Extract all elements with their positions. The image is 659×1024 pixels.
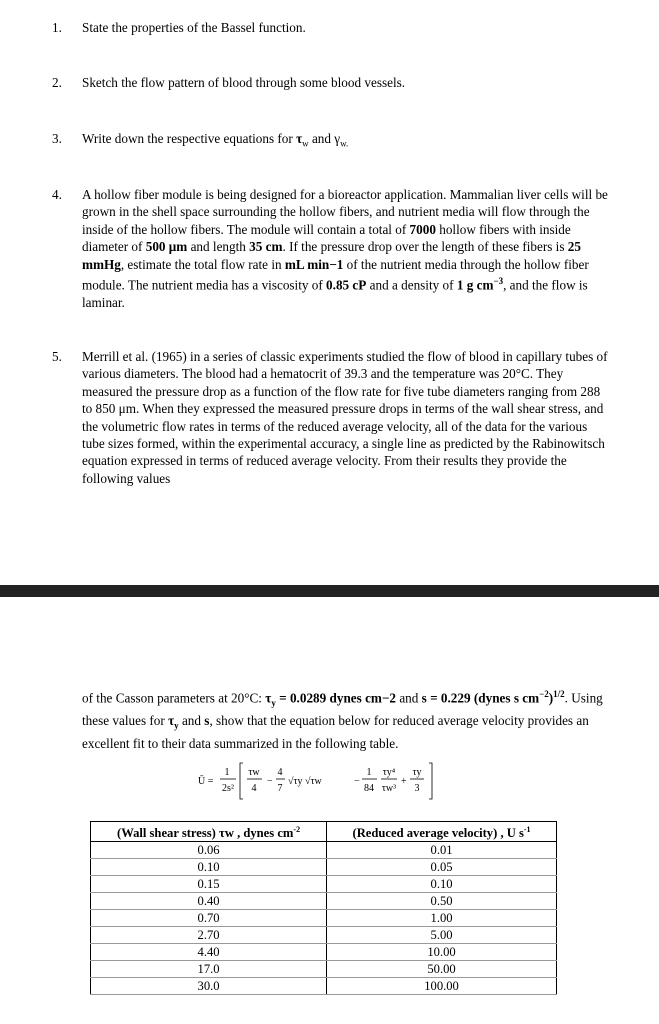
eq-t4-den: 3 — [414, 783, 420, 794]
casson-paragraph: of the Casson parameters at 20°C: $\tau_y = 0.0289$ dynes cm−2 and s = 0.229 (dynes s $cm^{-2})^{1/2}$. Using these values for $\tau_y$ and s, show that the equation below for reduced average velocity provides an excellent fit to their data summarized in the following table. — [82, 689, 603, 752]
velocity-cell: 0.01 — [327, 842, 557, 859]
question-text: State the properties of the Bassel function. — [82, 20, 306, 35]
header-reduced-velocity: (Reduced average velocity) , U $s^{-1}$ — [327, 822, 557, 842]
velocity-cell: 10.00 — [327, 944, 557, 961]
table-row — [91, 978, 557, 995]
shear-stress-cell: 2.70 — [91, 927, 327, 944]
question-number: 2. — [52, 75, 62, 90]
velocity-cell: 1.00 — [327, 910, 557, 927]
question-text: A hollow fiber module is being designed for a bioreactor application. Mammalian liver cells will be grown in the shell space surrounding the hollow fibers, and nutrient media will flow through the inside of the hollow fibers. The module will contain a total of 7000 hollow fibers with inside diameter of 500 μm and length 35 cm. If the pressure drop over the length of these fibers is 25 mmHg, estimate the total flow rate in mL min−1 of the nutrient media through the hollow fiber module. The nutrient media has a viscosity of 0.85 cP and a density of 1 g $cm^{-3}$, and the flow is laminar. — [82, 187, 608, 310]
shear-stress-cell: 17.0 — [91, 961, 327, 978]
velocity-cell: 5.00 — [327, 927, 557, 944]
velocity-cell: 0.05 — [327, 859, 557, 876]
eq-t3-num: 1 — [366, 767, 372, 778]
header-wall-shear-stress: (Wall shear stress) τw , dynes $cm^{-2}$ — [91, 822, 327, 842]
eq-t1-den: 4 — [251, 783, 257, 794]
shear-stress-cell: 4.40 — [91, 944, 327, 961]
question-text: Write down the respective equations for $\tau_w$ and $\gamma_{w.}$ — [82, 131, 349, 149]
eq-minus-2: − — [354, 776, 360, 787]
eq-t2-num: 4 — [277, 767, 283, 778]
shear-stress-cell: 0.10 — [91, 859, 327, 876]
eq-minus-1: − — [267, 776, 273, 787]
table-header-row — [91, 822, 557, 842]
question-number: 5. — [52, 349, 62, 364]
table-row — [91, 859, 557, 876]
eq-t4-num: τy — [412, 767, 422, 778]
table-row — [91, 842, 557, 859]
question-text: Merrill et al. (1965) in a series of classic experiments studied the flow of blood in capillary tubes of various diameters. The blood had a hematocrit of 39.3 and the temperature was 20°C. They measured the pressure drop as a function of the flow rate for five tube diameters ranging from 288 to 850 μm. When they expressed the measured pressure drops in terms of the wall shear stress, and the volumetric flow rates in terms of the reduced average velocity, all of the data for the various tube sizes formed, within the experimental accuracy, a single line as predicted by the Rabinowitsch equation expressed in terms of reduced average velocity. From their results they provide the following values — [82, 349, 608, 486]
velocity-cell: 100.00 — [327, 978, 557, 995]
table-row — [91, 961, 557, 978]
reduced-velocity-equation — [196, 757, 466, 803]
question-1 — [52, 19, 612, 36]
eq-t2-den: 7 — [277, 783, 283, 794]
eq-t3f-den: τw³ — [381, 783, 397, 794]
velocity-cell: 0.50 — [327, 893, 557, 910]
shear-stress-cell: 0.40 — [91, 893, 327, 910]
eq-plus: + — [401, 776, 407, 787]
question-2 — [52, 74, 612, 91]
casson-data-table — [90, 821, 557, 995]
table-row — [91, 944, 557, 961]
eq-t3-den: 84 — [364, 783, 374, 794]
eq-coef-den: 2s² — [222, 783, 234, 794]
shear-stress-cell: 30.0 — [91, 978, 327, 995]
table-row — [91, 927, 557, 944]
question-3 — [52, 130, 612, 153]
eq-t3f-num: τy⁴ — [382, 767, 396, 778]
eq-t2-root: √τy √τw — [288, 776, 322, 787]
eq-right-bracket — [429, 763, 432, 799]
question-number: 1. — [52, 20, 62, 35]
question-5 — [52, 348, 612, 487]
eq-coef-num: 1 — [224, 767, 230, 778]
eq-lhs: Ū = — [198, 776, 214, 787]
shear-stress-cell: 0.15 — [91, 876, 327, 893]
eq-left-bracket — [240, 763, 243, 799]
question-4 — [52, 186, 612, 311]
shear-stress-cell: 0.70 — [91, 910, 327, 927]
table-row — [91, 876, 557, 893]
question-number: 3. — [52, 131, 62, 146]
table-row — [91, 910, 557, 927]
velocity-cell: 50.00 — [327, 961, 557, 978]
table-row — [91, 893, 557, 910]
question-number: 4. — [52, 187, 62, 202]
question-text: Sketch the flow pattern of blood through some blood vessels. — [82, 75, 406, 90]
shear-stress-cell: 0.06 — [91, 842, 327, 859]
velocity-cell: 0.10 — [327, 876, 557, 893]
eq-t1-num: τw — [248, 767, 260, 778]
page-divider — [0, 585, 659, 597]
